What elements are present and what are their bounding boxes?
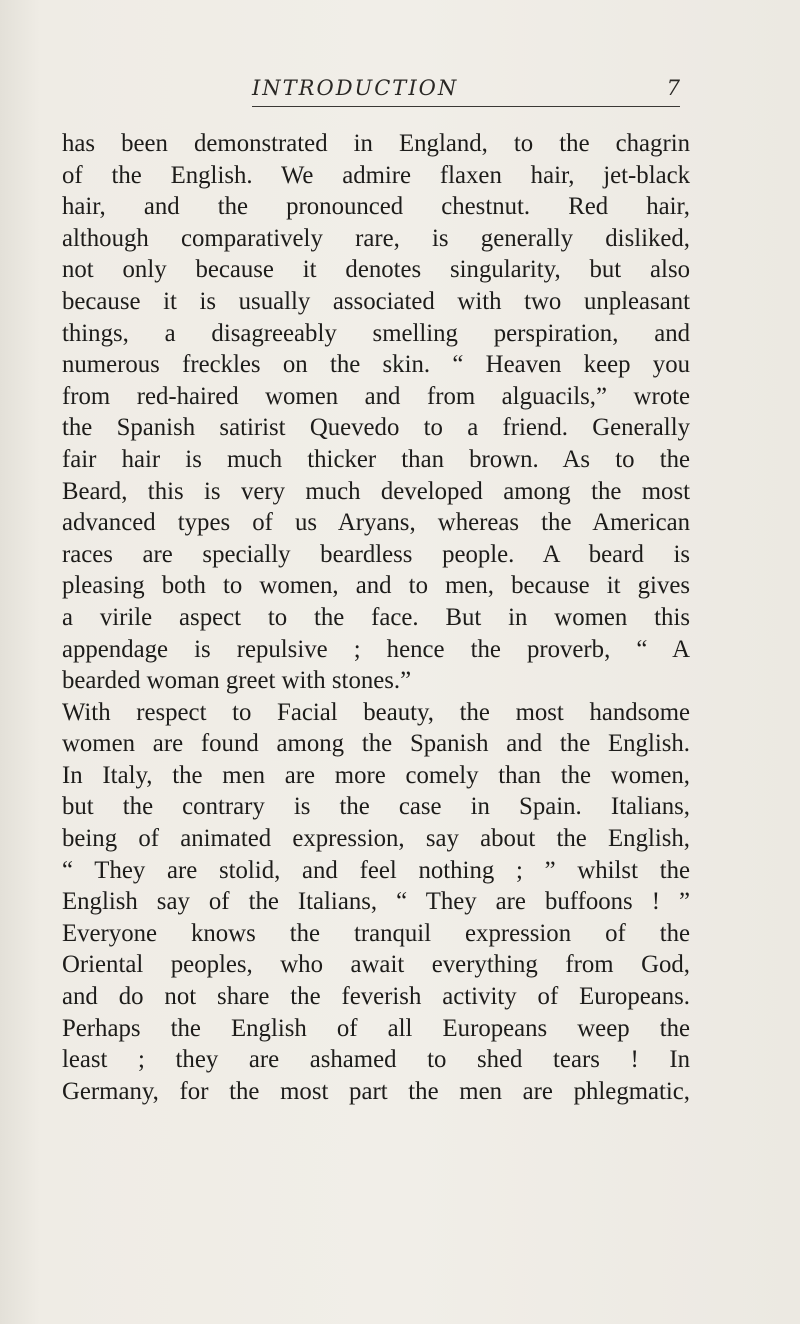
page-number: 7 [666,76,680,100]
text-line: Oriental peoples, who await everything from God, [62,951,690,979]
text-line: hair, and the pronounced chestnut. Red hair, [62,193,690,221]
text-line: numerous freckles on the skin. “ Heaven keep you [62,351,690,379]
text-line: pleasing both to women, and to men, because it gives [62,572,690,600]
text-line: fair hair is much thicker than brown. As to the [62,445,690,473]
text-line: “ They are stolid, and feel nothing ; ” whilst the [62,856,690,884]
text-line: and do not share the feverish activity of Europeans. [62,983,690,1011]
body-text [62,128,690,1107]
text-line: English say of the Italians, “ They are buffoons ! ” [62,888,690,916]
text-line: although comparatively rare, is generally disliked, [62,224,690,252]
running-head [252,72,680,107]
text-line: of the English. We admire flaxen hair, jet-black [62,161,690,189]
running-head-title: INTRODUCTION [252,76,459,100]
text-line: appendage is repulsive ; hence the proverb, “ A [62,635,690,663]
text-line: women are found among the Spanish and the English. [62,730,690,758]
text-line: being of animated expression, say about the English, [62,825,690,853]
text-line: Everyone knows the tranquil expression of the [62,919,690,947]
text-line: advanced types of us Aryans, whereas the American [62,509,690,537]
text-line: a virile aspect to the face. But in women this [62,603,690,631]
text-line: Perhaps the English of all Europeans weep the [62,1014,690,1042]
text-line: bearded woman greet with stones.” [62,667,412,695]
text-line: Beard, this is very much developed among the most [62,477,690,505]
text-line: from red-haired women and from alguacils,” wrote [62,382,690,410]
text-line: but the contrary is the case in Spain. Italians, [62,793,690,821]
text-line: things, a disagreeably smelling perspiration, and [62,319,690,347]
text-line: least ; they are ashamed to shed tears ! In [62,1046,690,1074]
text-line: Germany, for the most part the men are phlegmatic, [62,1077,690,1105]
text-line: In Italy, the men are more comely than the women, [62,761,690,789]
text-line: races are specially beardless people. A beard is [62,540,690,568]
text-line: because it is usually associated with two unpleasant [62,287,690,315]
text-line: With respect to Facial beauty, the most handsome [62,698,690,726]
text-line: has been demonstrated in England, to the chagrin [62,130,690,157]
text-line: the Spanish satirist Quevedo to a friend. Generally [62,414,690,442]
text-line: not only because it denotes singularity, but also [62,256,690,284]
